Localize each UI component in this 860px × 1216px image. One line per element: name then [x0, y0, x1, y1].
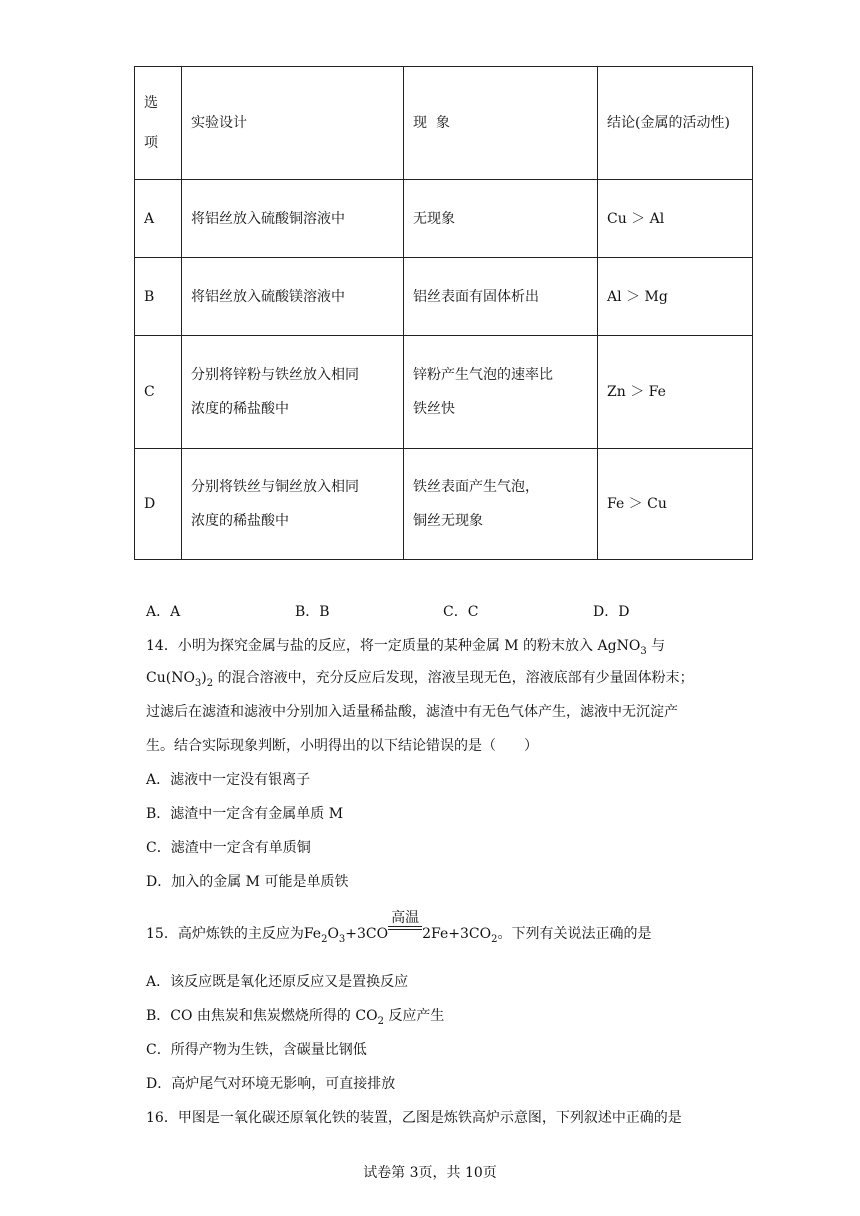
page-footer: 试卷第 3页，共 10页 — [363, 1165, 497, 1181]
header-option-line1: 选 — [144, 95, 158, 111]
subscript: 2 — [491, 933, 498, 945]
phenomenon-line: 铁丝表面产生气泡， — [413, 479, 539, 495]
option-text: B．CO 由焦炭和焦炭燃烧所得的 CO — [146, 1008, 378, 1024]
equals-bar — [388, 926, 422, 930]
table-row — [135, 258, 753, 336]
q15-option-c[interactable]: C．所得产物为生铁，含碳量比钢低 — [146, 1042, 367, 1058]
design-line: 浓度的稀盐酸中 — [191, 401, 289, 417]
header-option-line2: 项 — [144, 135, 158, 151]
choice-b[interactable]: B．B — [295, 604, 330, 620]
phenomenon-line: 锌粉产生气泡的速率比 — [413, 367, 553, 383]
header-design: 实验设计 — [182, 67, 404, 180]
table-row — [135, 449, 753, 560]
option-text: 反应产生 — [383, 1008, 445, 1024]
q14-text: 14．小明为探究金属与盐的反应，将一定质量的某种金属 M 的粉末放入 AgNO — [146, 638, 641, 654]
formula-part: 2Fe+3CO — [422, 926, 492, 942]
row-conclusion: Cu ＞ Al — [598, 180, 753, 258]
choice-d[interactable]: D．D — [593, 604, 630, 620]
q14-text: 与 — [646, 638, 666, 654]
row-design — [182, 449, 404, 560]
phenomenon-line: 铁丝快 — [413, 401, 455, 417]
row-option: C — [135, 336, 182, 449]
subscript: 3 — [194, 677, 202, 689]
row-design — [182, 336, 404, 449]
experiment-table — [134, 66, 753, 560]
row-phenomenon: 铝丝表面有固体析出 — [404, 258, 598, 336]
q15-option-a[interactable]: A．该反应既是氧化还原反应又是置换反应 — [146, 974, 409, 990]
subscript: 3 — [338, 933, 346, 945]
row-design: 将铝丝放入硫酸镁溶液中 — [182, 258, 404, 336]
design-line: 分别将铁丝与铜丝放入相同 — [191, 479, 359, 495]
equation — [303, 910, 498, 945]
header-conclusion: 结论(金属的活动性) — [598, 67, 753, 180]
q15-option-d[interactable]: D．高炉尾气对环境无影响，可直接排放 — [146, 1076, 396, 1092]
q14-stem-line3: 过滤后在滤渣和滤液中分别加入适量稀盐酸，滤渣中有无色气体产生，滤液中无沉淀产 — [146, 704, 678, 720]
subscript: 2 — [321, 933, 328, 945]
header-phenomenon: 现 象 — [404, 67, 598, 180]
subscript: 3 — [640, 645, 647, 657]
formula-part: O — [327, 926, 339, 942]
formula-part: +3CO — [345, 926, 389, 942]
row-phenomenon: 无现象 — [404, 180, 598, 258]
q15-option-b[interactable] — [146, 1006, 444, 1032]
table-row — [135, 180, 753, 258]
q14-stem-line4: 生。结合实际现象判断，小明得出的以下结论错误的是（ ） — [146, 738, 538, 754]
q16-stem: 16．甲图是一氧化碳还原氧化铁的装置，乙图是炼铁高炉示意图，下列叙述中正确的是 — [146, 1110, 682, 1126]
reaction-condition: 高温 — [391, 910, 420, 926]
q14-text: ) — [201, 670, 207, 686]
choice-c[interactable]: C．C — [443, 604, 479, 620]
row-option: A — [135, 180, 182, 258]
reaction-arrow — [388, 910, 422, 938]
header-option — [135, 67, 182, 180]
row-phenomenon — [404, 336, 598, 449]
row-design: 将铝丝放入硫酸铜溶液中 — [182, 180, 404, 258]
row-option: D — [135, 449, 182, 560]
q14-stem-line2 — [146, 668, 694, 694]
q14-option-b[interactable]: B．滤渣中一定含有金属单质 M — [146, 806, 344, 822]
row-conclusion: Zn ＞ Fe — [598, 336, 753, 449]
q14-text: Cu(NO — [146, 670, 195, 686]
q14-option-c[interactable]: C．滤渣中一定含有单质铜 — [146, 840, 311, 856]
design-line: 浓度的稀盐酸中 — [191, 513, 289, 529]
q15-text: 15．高炉炼铁的主反应为 — [146, 926, 304, 942]
q15-stem — [146, 910, 652, 950]
subscript: 2 — [377, 1015, 384, 1027]
q14-stem-line1 — [146, 636, 665, 662]
q14-text: 的混合溶液中，充分反应后发现，溶液呈现无色，溶液底部有少量固体粉末； — [213, 670, 694, 686]
subscript: 2 — [206, 677, 214, 689]
q14-option-d[interactable]: D．加入的金属 M 可能是单质铁 — [146, 874, 349, 890]
row-conclusion: Fe ＞ Cu — [598, 449, 753, 560]
row-option: B — [135, 258, 182, 336]
table-header-row — [135, 67, 753, 180]
design-line: 分别将锌粉与铁丝放入相同 — [191, 367, 359, 383]
choice-a[interactable]: A．A — [146, 604, 181, 620]
table-row — [135, 336, 753, 449]
formula-part: Fe — [303, 926, 322, 942]
phenomenon-line: 铜丝无现象 — [413, 513, 483, 529]
q14-option-a[interactable]: A．滤液中一定没有银离子 — [146, 772, 311, 788]
q15-text: 。下列有关说法正确的是 — [497, 926, 652, 942]
row-phenomenon — [404, 449, 598, 560]
row-conclusion: Al ＞ Mg — [598, 258, 753, 336]
